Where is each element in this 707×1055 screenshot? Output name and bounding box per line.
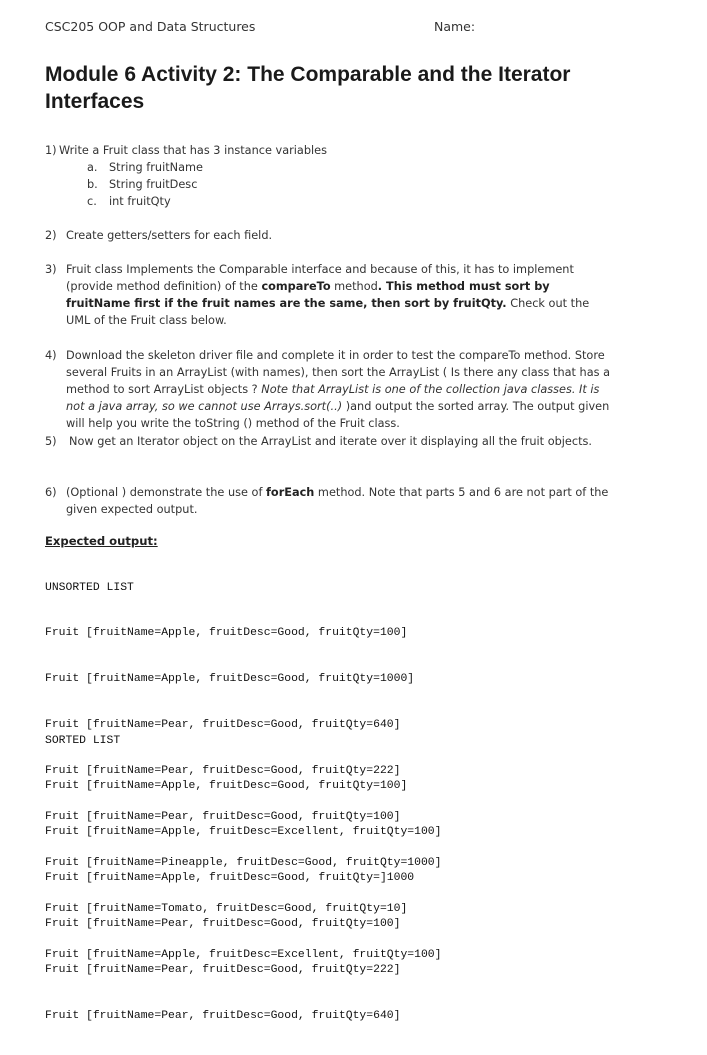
text-run: Fruit class Implements the Comparable interface and because of this, it has to implement (provide method definition) of the	[66, 263, 574, 293]
output-line: Fruit [fruitName=Pear, fruitDesc=Good, fruitQty=222]	[45, 765, 401, 778]
text-run: Check out the UML of the Fruit class below.	[66, 297, 590, 327]
expected-output-label: Expected output:	[45, 534, 158, 548]
question-number: 6)	[45, 486, 57, 499]
text-run: )and output the sorted array. The output given will help you write the toString () method of the Fruit class.	[66, 400, 610, 430]
question-text	[66, 261, 611, 329]
output-line: Fruit [fruitName=Apple, fruitDesc=Good, fruitQty=100]	[45, 780, 408, 793]
question-number: 3)	[45, 263, 57, 276]
output-line: Fruit [fruitName=Apple, fruitDesc=Good, fruitQty=1000]	[45, 673, 415, 686]
subitem-letter: b.	[87, 178, 98, 191]
text-run: method. Note that parts 5 and 6 are not part of the given expected output.	[66, 486, 609, 516]
output-line: Fruit [fruitName=Pear, fruitDesc=Good, fruitQty=640]	[45, 1009, 401, 1022]
output-line: Fruit [fruitName=Pear, fruitDesc=Good, fruitQty=640]	[45, 719, 401, 732]
question-text: Now get an Iterator object on the ArrayList and iterate over it displaying all the fruit objects.	[69, 435, 592, 448]
text-run: method	[330, 280, 378, 293]
subitem-a	[87, 159, 203, 176]
method-name-bold: compareTo	[261, 280, 331, 293]
question-text	[66, 484, 611, 518]
output-line: Fruit [fruitName=Apple, fruitDesc=Excellent, fruitQty=100]	[45, 826, 442, 839]
subitem-text: String fruitName	[109, 161, 203, 174]
output-line: Fruit [fruitName=Pear, fruitDesc=Good, fruitQty=222]	[45, 964, 401, 977]
name-label: Name:	[434, 19, 476, 34]
question-text	[66, 347, 611, 432]
subitem-text: String fruitDesc	[109, 178, 198, 191]
subitem-letter: c.	[87, 195, 97, 208]
question-text: Write a Fruit class that has 3 instance variables	[59, 144, 327, 157]
sorted-heading: SORTED LIST	[45, 734, 121, 747]
page-title: Module 6 Activity 2: The Comparable and the Iterator Interfaces	[45, 63, 571, 113]
question-number: 2)	[45, 229, 57, 242]
question-text: Create getters/setters for each field.	[66, 229, 273, 242]
output-line: Fruit [fruitName=Apple, fruitDesc=Good, fruitQty=100]	[45, 627, 408, 640]
subitem-c	[87, 193, 171, 210]
output-line: Fruit [fruitName=Tomato, fruitDesc=Good, fruitQty=10]	[45, 902, 408, 915]
note-italic: Note that ArrayList is one of the collection java classes. It is not a java array, so we cannot use Arrays.sort(..)	[66, 383, 600, 413]
question-number: 4)	[45, 349, 57, 362]
output-line: Fruit [fruitName=Apple, fruitDesc=Good, fruitQty=]1000	[45, 872, 415, 885]
question-number: 5)	[45, 435, 57, 448]
unsorted-heading: UNSORTED LIST	[45, 581, 134, 594]
question-number: 1)	[45, 144, 57, 157]
course-header: CSC205 OOP and Data Structures	[45, 19, 256, 34]
output-line: Fruit [fruitName=Pear, fruitDesc=Good, fruitQty=100]	[45, 918, 401, 931]
sorted-output-block	[45, 703, 441, 1055]
subitem-text: int fruitQty	[109, 195, 171, 208]
output-line: Fruit [fruitName=Pear, fruitDesc=Good, fruitQty=100]	[45, 811, 401, 824]
text-run: (Optional ) demonstrate the use of	[66, 486, 267, 499]
subitem-b	[87, 176, 197, 193]
subitem-letter: a.	[87, 161, 98, 174]
method-name-bold: forEach	[266, 486, 315, 499]
text-run: Download the skeleton driver file and complete it in order to test the compareTo method. Store several Fruits in an ArrayList (with names), then sort the ArrayList ( Is there any class that has a method to sort ArrayList objects ?	[66, 349, 611, 396]
output-line: Fruit [fruitName=Pineapple, fruitDesc=Good, fruitQty=1000]	[45, 856, 442, 869]
output-line: Fruit [fruitName=Apple, fruitDesc=Excellent, fruitQty=100]	[45, 948, 442, 961]
sort-rule-bold: . This method must sort by fruitName first if the fruit names are the same, then sort by fruitQty.	[66, 280, 550, 310]
